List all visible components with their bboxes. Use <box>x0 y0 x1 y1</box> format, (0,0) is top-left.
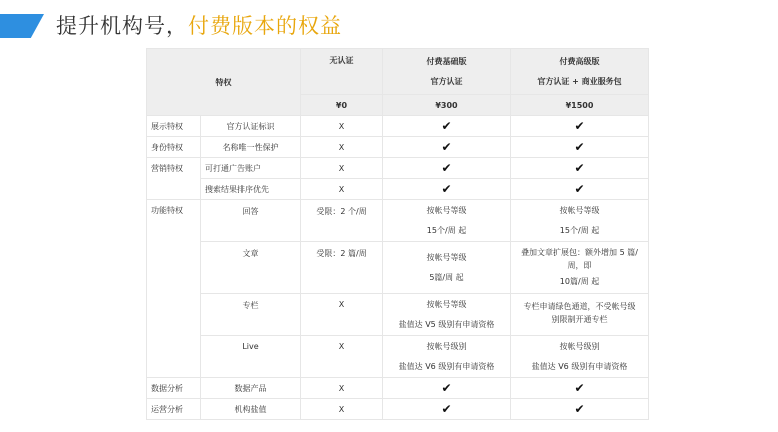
check-icon: ✔ <box>383 116 511 137</box>
free-cell: X <box>301 294 383 336</box>
premium-cell: 叠加文章扩展包：额外增加 5 篇/ 周，即 10篇/周 起 <box>511 242 649 294</box>
table-row <box>147 200 649 242</box>
table-row <box>147 137 649 158</box>
feature-cell: Live <box>201 336 301 378</box>
category-cell: 身份特权 <box>147 137 201 158</box>
free-cell: 受限：2 个/周 <box>301 200 383 242</box>
table-row <box>147 399 649 420</box>
premium-cell: 按帐号级别 盐值达 V6 级别有申请资格 <box>511 336 649 378</box>
basic-cell: 按帐号等级 5篇/周 起 <box>383 242 511 294</box>
header-col-basic: 付费基础版 官方认证 <box>383 49 511 95</box>
check-icon: ✔ <box>511 158 649 179</box>
price-free: ¥0 <box>301 95 383 116</box>
check-icon: ✔ <box>511 378 649 399</box>
free-cell: X <box>301 137 383 158</box>
header-col-premium: 付费高级版 官方认证 + 商业服务包 <box>511 49 649 95</box>
feature-cell: 专栏 <box>201 294 301 336</box>
feature-cell: 可打通广告账户 <box>201 158 301 179</box>
feature-cell: 文章 <box>201 242 301 294</box>
header-privilege: 特权 <box>147 49 301 116</box>
table-row <box>147 158 649 179</box>
feature-cell: 回答 <box>201 200 301 242</box>
check-icon: ✔ <box>383 179 511 200</box>
table-row <box>147 294 649 336</box>
check-icon: ✔ <box>383 158 511 179</box>
table-row <box>147 116 649 137</box>
category-cell: 运营分析 <box>147 399 201 420</box>
free-cell: 受限：2 篇/周 <box>301 242 383 294</box>
check-icon: ✔ <box>511 116 649 137</box>
category-cell: 数据分析 <box>147 378 201 399</box>
table-row <box>147 179 649 200</box>
price-basic: ¥300 <box>383 95 511 116</box>
table-row <box>147 242 649 294</box>
premium-cell: 按帐号等级 15个/周 起 <box>511 200 649 242</box>
free-cell: X <box>301 399 383 420</box>
feature-cell: 数据产品 <box>201 378 301 399</box>
basic-cell: 按帐号级别 盐值达 V6 级别有申请资格 <box>383 336 511 378</box>
table-row <box>147 336 649 378</box>
check-icon: ✔ <box>383 399 511 420</box>
category-cell: 展示特权 <box>147 116 201 137</box>
check-icon: ✔ <box>383 378 511 399</box>
free-cell: X <box>301 116 383 137</box>
check-icon: ✔ <box>511 137 649 158</box>
category-cell: 功能特权 <box>147 200 201 378</box>
basic-cell: 按帐号等级 15个/周 起 <box>383 200 511 242</box>
title-accent-bar <box>0 14 44 38</box>
check-icon: ✔ <box>383 137 511 158</box>
premium-cell: 专栏申请绿色通道，不受帐号级 别限制开通专栏 <box>511 294 649 336</box>
basic-cell: 按帐号等级 盐值达 V5 级别有申请资格 <box>383 294 511 336</box>
table-row <box>147 378 649 399</box>
header-col-free: 无认证 <box>301 49 383 95</box>
free-cell: X <box>301 158 383 179</box>
free-cell: X <box>301 378 383 399</box>
free-cell: X <box>301 179 383 200</box>
feature-cell: 搜索结果排序优先 <box>201 179 301 200</box>
privilege-table <box>146 48 649 420</box>
page-title <box>56 10 342 40</box>
feature-cell: 官方认证标识 <box>201 116 301 137</box>
title-part1: 提升机构号， <box>56 14 188 38</box>
feature-cell: 机构盐值 <box>201 399 301 420</box>
free-cell: X <box>301 336 383 378</box>
price-premium: ¥1500 <box>511 95 649 116</box>
check-icon: ✔ <box>511 179 649 200</box>
check-icon: ✔ <box>511 399 649 420</box>
title-part2: 付费版本的权益 <box>188 14 342 38</box>
feature-cell: 名称唯一性保护 <box>201 137 301 158</box>
category-cell: 营销特权 <box>147 158 201 200</box>
